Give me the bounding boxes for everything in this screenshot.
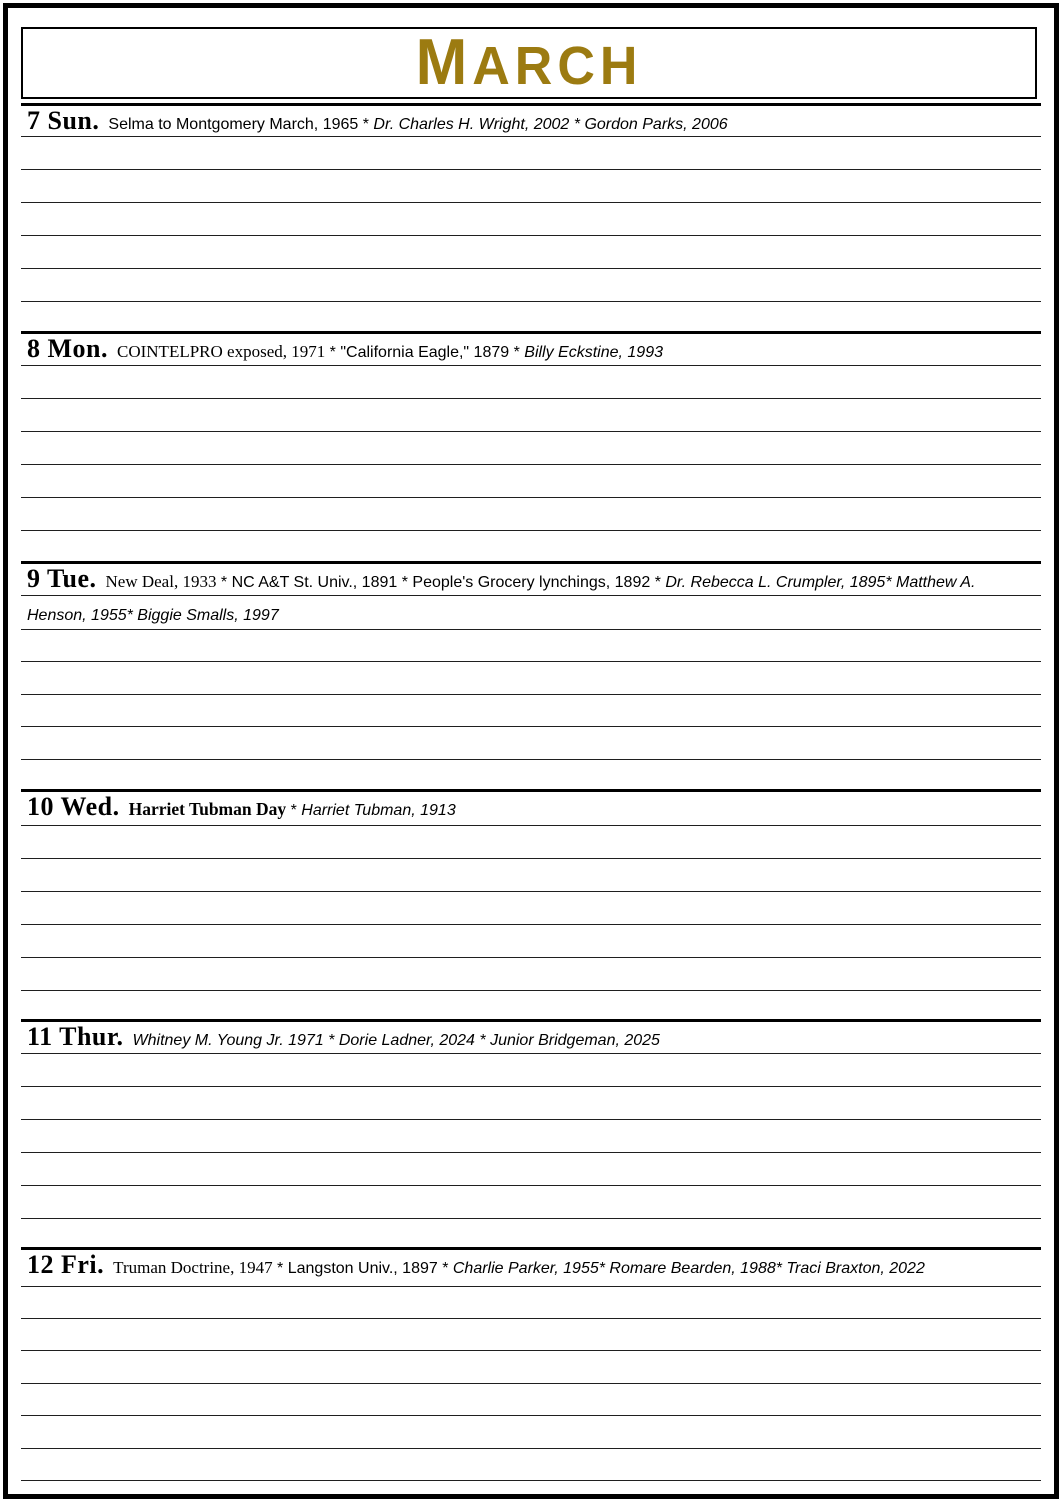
writing-line xyxy=(21,726,1041,727)
event-text-segment: Charlie Parker, 1955* Romare Bearden, 1988* Traci Braxton, 2022 xyxy=(452,1260,925,1277)
writing-line xyxy=(21,924,1041,925)
writing-line xyxy=(21,1383,1041,1384)
event-text-segment: Harriet Tubman Day xyxy=(128,799,287,819)
writing-line xyxy=(21,398,1041,399)
event-text-segment: Dr. Rebecca L. Crumpler, 1895* Matthew A. Henson, 1955* Biggie Smalls, 1997 xyxy=(27,574,976,624)
day-label: 10 Wed. xyxy=(27,792,120,821)
writing-line xyxy=(21,1152,1041,1153)
writing-line xyxy=(21,1350,1041,1351)
writing-line xyxy=(21,1480,1041,1481)
day-section xyxy=(21,103,1041,331)
day-label: 11 Thur. xyxy=(27,1022,124,1051)
writing-line xyxy=(21,235,1041,236)
writing-line xyxy=(21,858,1041,859)
day-header xyxy=(27,333,1039,370)
month-title-first-letter: M xyxy=(415,26,473,99)
writing-line xyxy=(21,1218,1041,1219)
writing-line xyxy=(21,957,1041,958)
writing-line xyxy=(21,1286,1041,1287)
day-header xyxy=(27,1249,1039,1286)
event-text-segment: * xyxy=(286,802,302,819)
day-section xyxy=(21,1019,1041,1247)
day-section xyxy=(21,561,1041,789)
writing-line xyxy=(21,891,1041,892)
month-title-rest: ARCH xyxy=(472,35,643,97)
event-text-segment: * "California Eagle," 1879 * xyxy=(325,344,525,361)
writing-line xyxy=(21,1415,1041,1416)
event-text-segment: Dr. Charles H. Wright, 2002 * Gordon Parks, 2006 xyxy=(373,116,728,133)
writing-line xyxy=(21,1086,1041,1087)
event-text-segment: * NC A&T St. Univ., 1891 * People's Grocery lynchings, 1892 * xyxy=(216,574,666,591)
writing-line xyxy=(21,1185,1041,1186)
writing-line xyxy=(21,169,1041,170)
event-text-segment: COINTELPRO exposed, 1971 xyxy=(117,342,326,361)
day-section xyxy=(21,1247,1041,1490)
day-label: 7 Sun. xyxy=(27,106,100,135)
writing-line xyxy=(21,202,1041,203)
day-header xyxy=(27,1021,1039,1058)
writing-line xyxy=(21,1448,1041,1449)
day-label: 8 Mon. xyxy=(27,334,108,363)
day-header xyxy=(27,105,1039,142)
writing-line xyxy=(21,759,1041,760)
day-section xyxy=(21,789,1041,1019)
event-text-segment: Truman Doctrine, 1947 xyxy=(113,1258,273,1277)
event-text-segment: Whitney M. Young Jr. 1971 * Dorie Ladner, 2024 * Junior Bridgeman, 2025 xyxy=(132,1032,660,1049)
writing-line xyxy=(21,431,1041,432)
writing-line xyxy=(21,990,1041,991)
month-title-box xyxy=(21,27,1037,99)
event-text-segment: New Deal, 1933 xyxy=(105,572,217,591)
day-section xyxy=(21,331,1041,561)
day-header xyxy=(27,791,1039,828)
writing-line xyxy=(21,1119,1041,1120)
writing-line xyxy=(21,1318,1041,1319)
day-label: 9 Tue. xyxy=(27,564,97,593)
writing-line xyxy=(21,301,1041,302)
event-text-segment: * Langston Univ., 1897 * xyxy=(272,1260,453,1277)
writing-line xyxy=(21,661,1041,662)
writing-line xyxy=(21,530,1041,531)
writing-line xyxy=(21,268,1041,269)
event-text-segment: Billy Eckstine, 1993 xyxy=(524,344,663,361)
writing-line xyxy=(21,464,1041,465)
event-text-segment: Selma to Montgomery March, 1965 * xyxy=(108,116,374,133)
writing-line xyxy=(21,497,1041,498)
month-title xyxy=(415,26,643,99)
writing-line xyxy=(21,694,1041,695)
day-label: 12 Fri. xyxy=(27,1250,105,1279)
event-text-segment: Harriet Tubman, 1913 xyxy=(301,802,456,819)
day-header xyxy=(27,563,1039,632)
